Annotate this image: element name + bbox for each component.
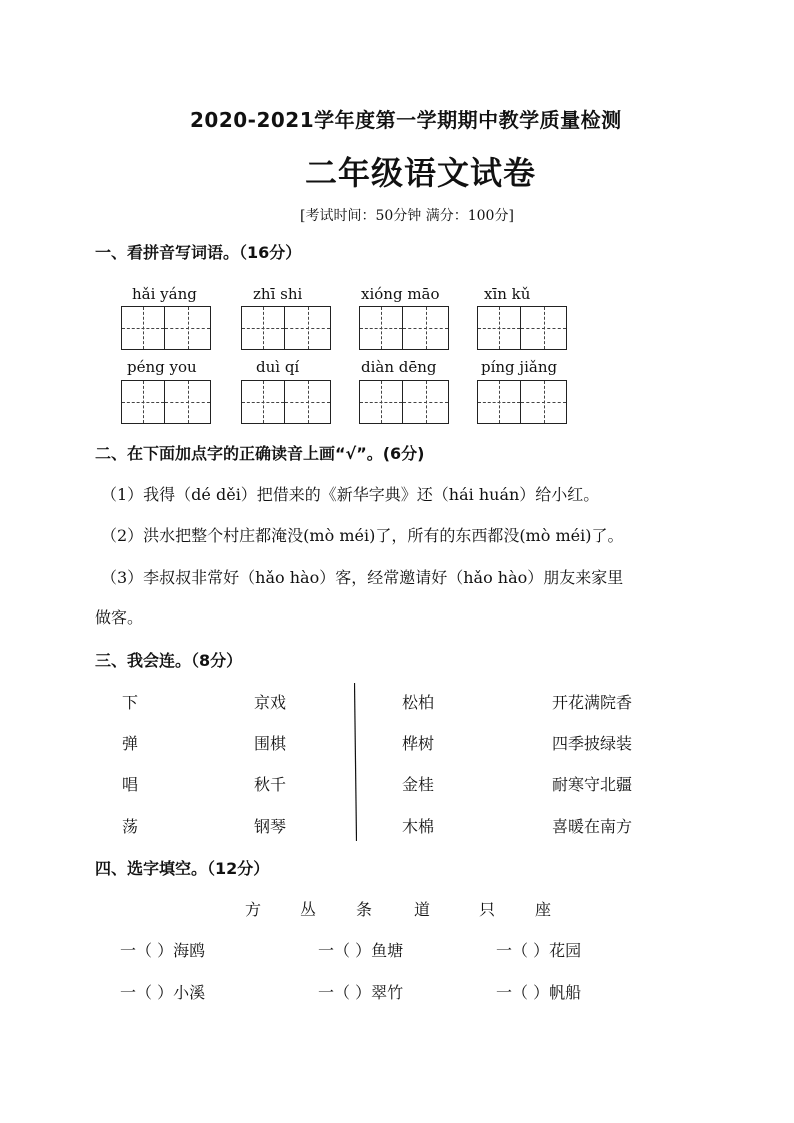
fill-blank-item[interactable]: 一（ ）帆船 <box>496 983 582 1002</box>
match-item[interactable]: 京戏 <box>254 693 287 712</box>
fill-blank-item[interactable]: 一（ ）花园 <box>496 941 582 960</box>
column-divider <box>354 683 357 841</box>
choice-character: 方 <box>245 900 262 919</box>
choice-character: 道 <box>414 900 431 919</box>
writing-grid[interactable] <box>359 380 449 424</box>
match-item[interactable]: 唱 <box>122 775 139 794</box>
pinyin-label: zhī shi <box>253 285 303 303</box>
choice-character: 丛 <box>300 900 317 919</box>
section4-heading: 四、选字填空。（12分） <box>95 859 270 878</box>
match-item[interactable]: 钢琴 <box>254 817 287 836</box>
section3-heading: 三、我会连。（8分） <box>95 651 243 670</box>
writing-grid[interactable] <box>121 380 211 424</box>
match-item[interactable]: 桦树 <box>402 734 435 753</box>
match-item[interactable]: 弹 <box>122 734 139 753</box>
exam-subtitle: 二年级语文试卷 <box>305 154 537 192</box>
pinyin-label: duì qí <box>256 358 300 376</box>
pinyin-label: péng you <box>127 358 197 376</box>
fill-blank-item[interactable]: 一（ ）小溪 <box>120 983 206 1002</box>
fill-blank-item[interactable]: 一（ ）鱼塘 <box>318 941 404 960</box>
question-line: （2）洪水把整个村庄都淹没(mò méi)了，所有的东西都没(mò méi)了。 <box>101 526 624 545</box>
fill-blank-item[interactable]: 一（ ）海鸥 <box>120 941 206 960</box>
pinyin-label: diàn dēng <box>361 358 437 376</box>
match-item[interactable]: 木棉 <box>402 817 435 836</box>
exam-info: [考试时间：50分钟 满分：100分] <box>300 208 514 224</box>
fill-blank-item[interactable]: 一（ ）翠竹 <box>318 983 404 1002</box>
match-item[interactable]: 松柏 <box>402 693 435 712</box>
writing-grid[interactable] <box>477 306 567 350</box>
question-line: （1）我得（dé děi）把借来的《新华字典》还（hái huán）给小红。 <box>101 485 600 504</box>
writing-grid[interactable] <box>121 306 211 350</box>
match-item[interactable]: 秋千 <box>254 775 287 794</box>
writing-grid[interactable] <box>359 306 449 350</box>
section1-heading: 一、看拼音写词语。（16分） <box>95 243 302 262</box>
match-item[interactable]: 围棋 <box>254 734 287 753</box>
question-line: （3）李叔叔非常好（hǎo hào）客，经常邀请好（hǎo hào）朋友来家里 <box>101 568 624 587</box>
match-item[interactable]: 金桂 <box>402 775 435 794</box>
pinyin-label: xióng māo <box>361 285 440 303</box>
choice-character: 座 <box>535 900 552 919</box>
match-item[interactable]: 荡 <box>122 817 139 836</box>
pinyin-label: hǎi yáng <box>132 285 197 303</box>
match-item[interactable]: 下 <box>122 693 139 712</box>
section2-heading: 二、在下面加点字的正确读音上画“√”。(6分) <box>95 444 425 463</box>
match-item[interactable]: 开花满院香 <box>552 693 633 712</box>
match-item[interactable]: 四季披绿装 <box>552 734 633 753</box>
pinyin-label: xīn kǔ <box>484 285 531 303</box>
writing-grid[interactable] <box>241 380 331 424</box>
question-line: 做客。 <box>95 608 144 627</box>
match-item[interactable]: 耐寒守北疆 <box>552 775 633 794</box>
writing-grid[interactable] <box>477 380 567 424</box>
choice-character: 只 <box>479 900 496 919</box>
choice-character: 条 <box>356 900 373 919</box>
writing-grid[interactable] <box>241 306 331 350</box>
pinyin-label: píng jiǎng <box>481 358 558 376</box>
exam-title: 2020-2021学年度第一学期期中教学质量检测 <box>190 108 622 132</box>
match-item[interactable]: 喜暖在南方 <box>552 817 633 836</box>
